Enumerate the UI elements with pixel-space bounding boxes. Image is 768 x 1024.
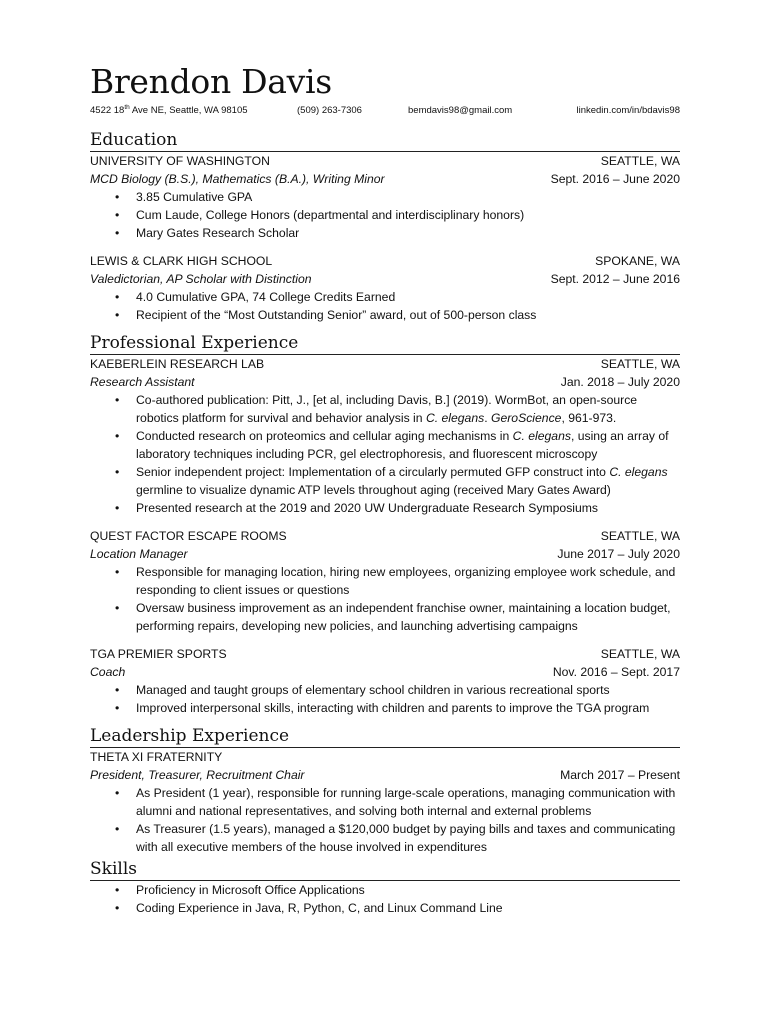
list-item	[90, 427, 680, 463]
list-item: • Responsible for managing location, hiring new employees, organizing employee work schedule, and responding to client issues or questions	[90, 563, 680, 599]
entry-org: UNIVERSITY OF WASHINGTON	[90, 154, 270, 168]
entry-org: THETA XI FRATERNITY	[90, 750, 223, 764]
candidate-name: Brendon Davis	[90, 62, 332, 101]
list-item: • Improved interpersonal skills, interacting with children and parents to improve the TGA program	[90, 699, 680, 717]
italic-run: C. elegans	[425, 411, 485, 425]
section-title-leadership: Leadership Experience	[90, 725, 680, 748]
entry-org: LEWIS & CLARK HIGH SCHOOL	[90, 254, 273, 268]
entry-dates: Jan. 2018 – July 2020	[560, 375, 680, 389]
entry-role: Research Assistant	[90, 375, 195, 389]
experience-entry	[90, 645, 680, 717]
entry-location: SEATTLE, WA	[600, 154, 680, 168]
section-title-professional: Professional Experience	[90, 332, 680, 355]
list-item: • 4.0 Cumulative GPA, 74 College Credits Earned	[90, 288, 680, 306]
text-run: .	[484, 411, 491, 425]
address	[90, 105, 248, 116]
list-item: • Cum Laude, College Honors (departmental and interdisciplinary honors)	[90, 206, 680, 224]
entry-dates: Sept. 2016 – June 2020	[550, 172, 680, 186]
italic-run: GeroScience	[490, 411, 562, 425]
professional-section	[90, 332, 680, 717]
entry-dates: Nov. 2016 – Sept. 2017	[552, 665, 680, 679]
entry-org: QUEST FACTOR ESCAPE ROOMS	[90, 529, 287, 543]
entry-role: Coach	[90, 665, 126, 679]
list-item	[90, 391, 680, 427]
education-section	[90, 129, 680, 324]
list-item: • Presented research at the 2019 and 2020 UW Undergraduate Research Symposiums	[90, 499, 680, 517]
list-item: • Proficiency in Microsoft Office Applications	[90, 881, 680, 899]
text-run: Conducted research on proteomics and cellular aging mechanisms in	[136, 429, 513, 443]
entry-role: MCD Biology (B.S.), Mathematics (B.A.), Writing Minor	[90, 172, 385, 186]
education-entry	[90, 152, 680, 242]
entry-location: SPOKANE, WA	[595, 254, 680, 268]
skills-section	[90, 858, 680, 917]
list-item: • Mary Gates Research Scholar	[90, 224, 680, 242]
contact-line	[90, 105, 680, 119]
entry-location: SEATTLE, WA	[600, 357, 680, 371]
italic-run: C. elegans	[512, 429, 571, 443]
list-item: • Managed and taught groups of elementary school children in various recreational sports	[90, 681, 680, 699]
list-item: • Oversaw business improvement as an independent franchise owner, maintaining a location budget, performing repairs, developing new policies, and launching advertising campaigns	[90, 599, 680, 635]
text-run: , 961-973.	[561, 411, 617, 425]
address-number: 4522 18	[90, 105, 125, 116]
phone: (509) 263-7306	[297, 105, 362, 116]
entry-dates: June 2017 – July 2020	[557, 547, 680, 561]
entry-role: President, Treasurer, Recruitment Chair	[90, 768, 305, 782]
entry-dates: March 2017 – Present	[560, 768, 680, 782]
list-item: • 3.85 Cumulative GPA	[90, 188, 680, 206]
entry-location: SEATTLE, WA	[600, 529, 680, 543]
text-run: Senior independent project: Implementation of a circularly permuted GFP construct into	[136, 465, 610, 479]
address-suffix: th	[124, 104, 130, 111]
entry-org: TGA PREMIER SPORTS	[90, 647, 227, 661]
address-street: Ave NE, Seattle, WA 98105	[129, 105, 248, 116]
entry-role: Valedictorian, AP Scholar with Distinction	[90, 272, 312, 286]
entry-dates: Sept. 2012 – June 2016	[550, 272, 680, 286]
entry-location: SEATTLE, WA	[600, 647, 680, 661]
list-item: • As President (1 year), responsible for running large-scale operations, managing communication with alumni and national representatives, and solving both internal and external problems	[90, 784, 680, 820]
leadership-entry	[90, 748, 680, 856]
text-run: germline to visualize dynamic ATP levels throughout aging (received Mary Gates Award)	[136, 483, 611, 497]
text-run: Co-authored publication: Pitt, J., [et al, including Davis, B.] (2019). WormBot, an open-source robotics platform for survival and behavior analysis in	[136, 393, 638, 425]
list-item	[90, 463, 680, 499]
education-entry	[90, 252, 680, 324]
list-item: • As Treasurer (1.5 years), managed a $120,000 budget by paying bills and taxes and communicating with all executive members of the house involved in expenditures	[90, 820, 680, 856]
experience-entry	[90, 355, 680, 517]
italic-run: C. elegans	[609, 465, 668, 479]
section-title-education: Education	[90, 129, 680, 152]
text-run: , using an array of laboratory techniques including PCR, gel electrophoresis, and fluorescent microscopy	[136, 429, 669, 461]
leadership-section	[90, 725, 680, 856]
linkedin-link[interactable]: linkedin.com/in/bdavis98	[576, 105, 680, 116]
section-title-skills: Skills	[90, 858, 680, 881]
entry-role: Location Manager	[90, 547, 188, 561]
entry-org: KAEBERLEIN RESEARCH LAB	[90, 357, 265, 371]
resume-page	[90, 62, 680, 917]
email-link[interactable]: bemdavis98@gmail.com	[408, 105, 513, 116]
list-item: • Recipient of the “Most Outstanding Senior” award, out of 500-person class	[90, 306, 680, 324]
list-item: • Coding Experience in Java, R, Python, C, and Linux Command Line	[90, 899, 680, 917]
experience-entry	[90, 527, 680, 635]
